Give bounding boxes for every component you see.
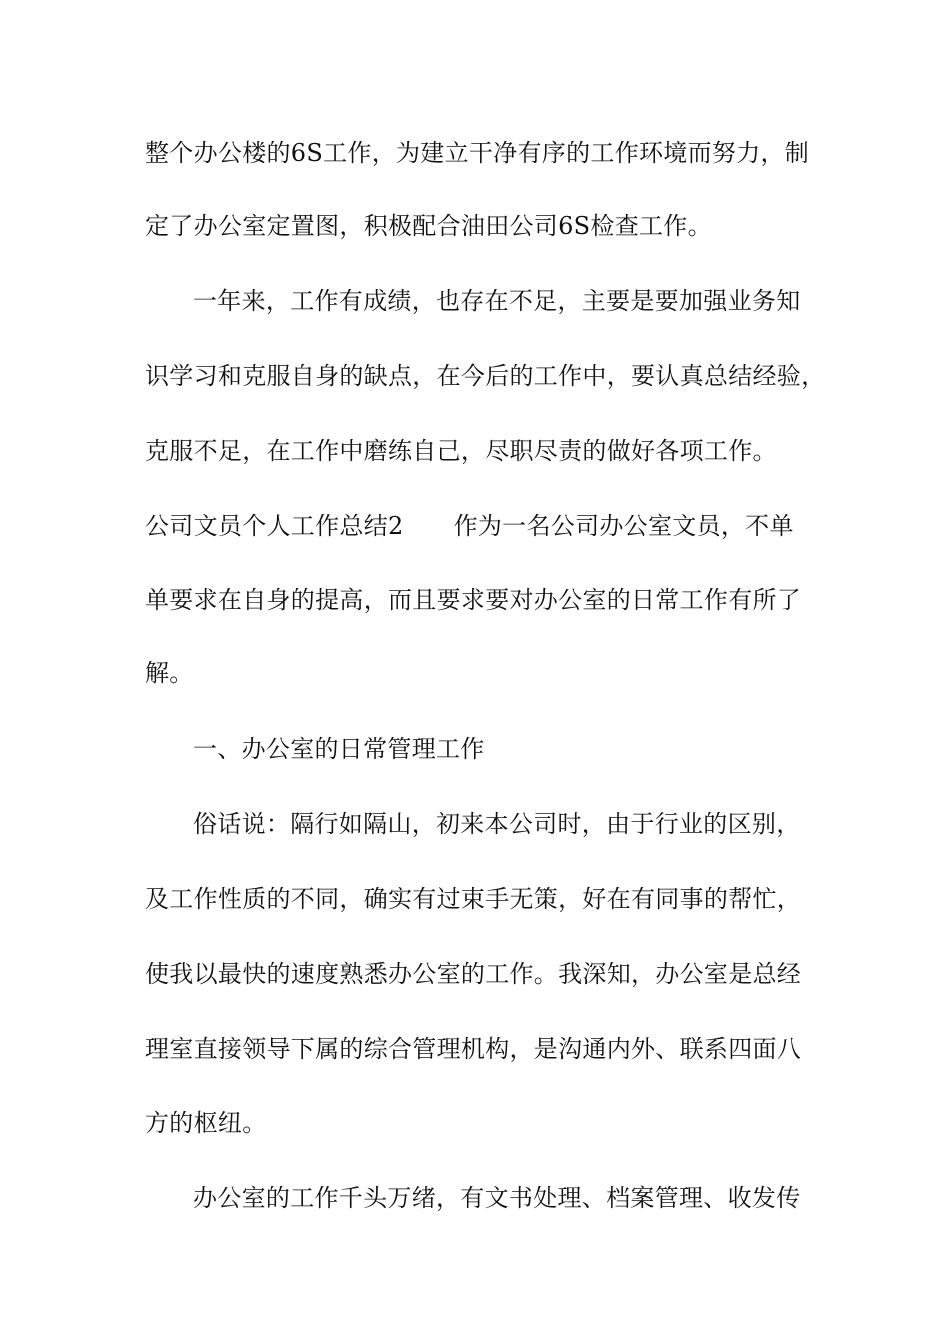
- paragraph-line: 俗话说：隔行如隔山，初来本公司时，由于行业的区别，: [193, 810, 801, 838]
- paragraph-line: 整个办公楼的6S工作，为建立干净有序的工作环境而努力，制: [145, 139, 810, 167]
- paragraph-line: 方的枢纽。: [145, 1109, 267, 1137]
- paragraph-line: 克服不足，在工作中磨练自己，尽职尽责的做好各项工作。: [145, 437, 777, 465]
- paragraph-line: 一年来，工作有成绩，也存在不足，主要是要加强业务知: [193, 287, 801, 315]
- paragraph-text: 作为一名公司办公室文员，不单: [453, 512, 794, 540]
- paragraph-line: 识学习和克服自身的缺点，在今后的工作中，要认真总结经验，: [145, 362, 826, 390]
- section-title: 公司文员个人工作总结2: [145, 512, 404, 540]
- subheading: 一、办公室的日常管理工作: [193, 735, 485, 763]
- paragraph-line: 解。: [145, 659, 194, 687]
- paragraph-line: 定了办公室定置图，积极配合油田公司6S检查工作。: [145, 212, 712, 240]
- paragraph-line: 办公室的工作千头万绪，有文书处理、档案管理、收发传: [193, 1184, 801, 1212]
- paragraph-line: 及工作性质的不同，确实有过束手无策，好在有同事的帮忙，: [145, 885, 802, 913]
- paragraph-line: 理室直接领导下属的综合管理机构，是沟通内外、联系四面八: [145, 1035, 802, 1063]
- section-heading-line: [145, 510, 835, 542]
- paragraph-line: 单要求在自身的提高，而且要求要对办公室的日常工作有所了: [145, 586, 802, 614]
- paragraph-line: 使我以最快的速度熟悉办公室的工作。我深知，办公室是总经: [145, 960, 802, 988]
